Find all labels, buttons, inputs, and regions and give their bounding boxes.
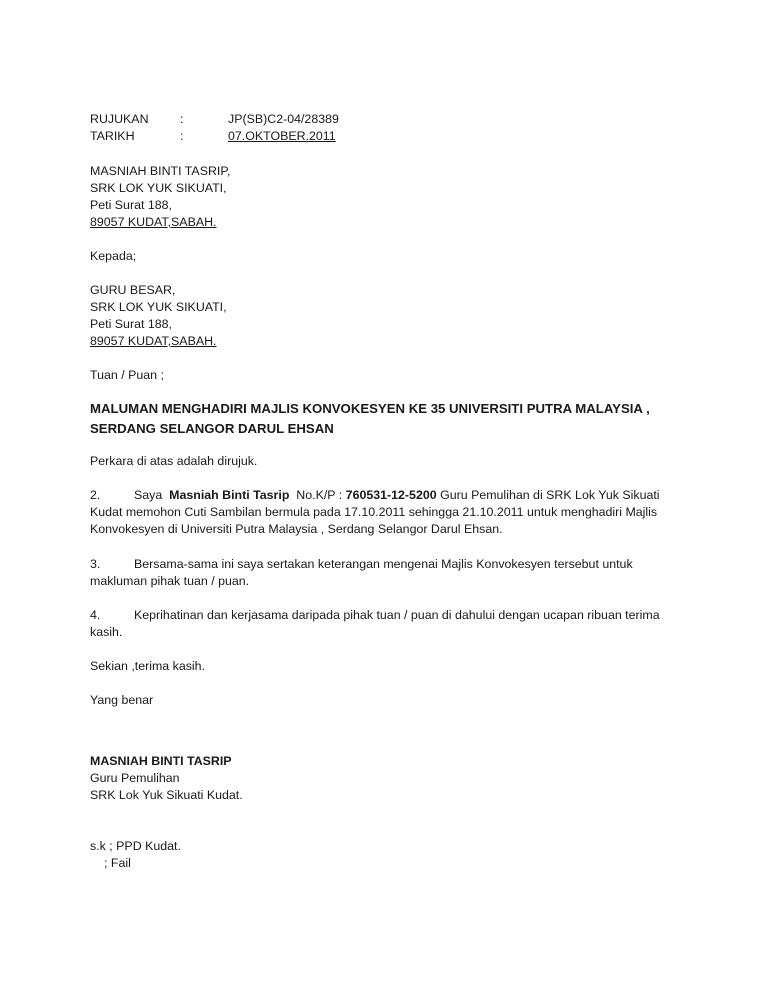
rujukan-label: RUJUKAN: [90, 112, 149, 126]
para2-line-2: Kudat memohon Cuti Sambilan bermula pada 17.10.2011 sehingga 21.10.2011 untuk menghadiri Majlis: [90, 505, 658, 519]
para2-saya: Saya: [134, 488, 163, 502]
para4-line-1: Keprihatinan dan kerjasama daripada pihak tuan / puan di dahului dengan ucapan ribuan terima: [134, 608, 660, 622]
subject-line-1: MALUMAN MENGHADIRI MAJLIS KONVOKESYEN KE 35 UNIVERSITI PUTRA MALAYSIA ,: [90, 401, 650, 416]
signature-position: Guru Pemulihan: [90, 771, 180, 785]
para2-name: Masniah Binti Tasrip: [169, 488, 290, 502]
sender-city: 89057 KUDAT,SABAH.: [90, 215, 217, 229]
rujukan-colon: :: [180, 112, 184, 126]
salutation: Tuan / Puan ;: [90, 368, 164, 382]
para4-line-2: kasih.: [90, 625, 123, 639]
recipient-city: 89057 KUDAT,SABAH.: [90, 334, 217, 348]
to-label: Kepada;: [90, 249, 137, 263]
para2-line-1: [134, 487, 660, 504]
sender-po-box: Peti Surat 188,: [90, 198, 172, 212]
para2-line-3: Konvokesyen di Universiti Putra Malaysia , Serdang Selangor Darul Ehsan.: [90, 522, 503, 536]
para2-number: 2.: [90, 488, 101, 502]
recipient-title: GURU BESAR,: [90, 283, 176, 297]
para3-line-1: Bersama-sama ini saya sertakan keterangan mengenai Majlis Konvokesyen tersebut untuk: [134, 557, 633, 571]
para2-rest: Guru Pemulihan di SRK Lok Yuk Sikuati: [440, 488, 660, 502]
para2-nokp: 760531-12-5200: [345, 488, 437, 502]
signature-school: SRK Lok Yuk Sikuati Kudat.: [90, 788, 243, 802]
para3-line-2: makluman pihak tuan / puan.: [90, 574, 250, 588]
recipient-po-box: Peti Surat 188,: [90, 317, 172, 331]
intro-paragraph: Perkara di atas adalah dirujuk.: [90, 454, 258, 468]
tarikh-label: TARIKH: [90, 129, 135, 143]
cc-line-2: ; Fail: [104, 856, 131, 870]
tarikh-colon: :: [180, 129, 184, 143]
para3-number: 3.: [90, 557, 101, 571]
tarikh-value: 07.OKTOBER.2011: [228, 129, 336, 143]
sender-name: MASNIAH BINTI TASRIP,: [90, 164, 231, 178]
para4-number: 4.: [90, 608, 101, 622]
signature-name: MASNIAH BINTI TASRIP: [90, 754, 232, 768]
rujukan-value: JP(SB)C2-04/28389: [228, 112, 339, 126]
para2-nokp-label: No.K/P :: [296, 488, 343, 502]
cc-line-1: s.k ; PPD Kudat.: [90, 839, 181, 853]
closing-line: Yang benar: [90, 693, 154, 707]
sender-school: SRK LOK YUK SIKUATI,: [90, 181, 227, 195]
recipient-school: SRK LOK YUK SIKUATI,: [90, 300, 227, 314]
thanks-line: Sekian ,terima kasih.: [90, 659, 206, 673]
subject-line-2: SERDANG SELANGOR DARUL EHSAN: [90, 421, 334, 436]
